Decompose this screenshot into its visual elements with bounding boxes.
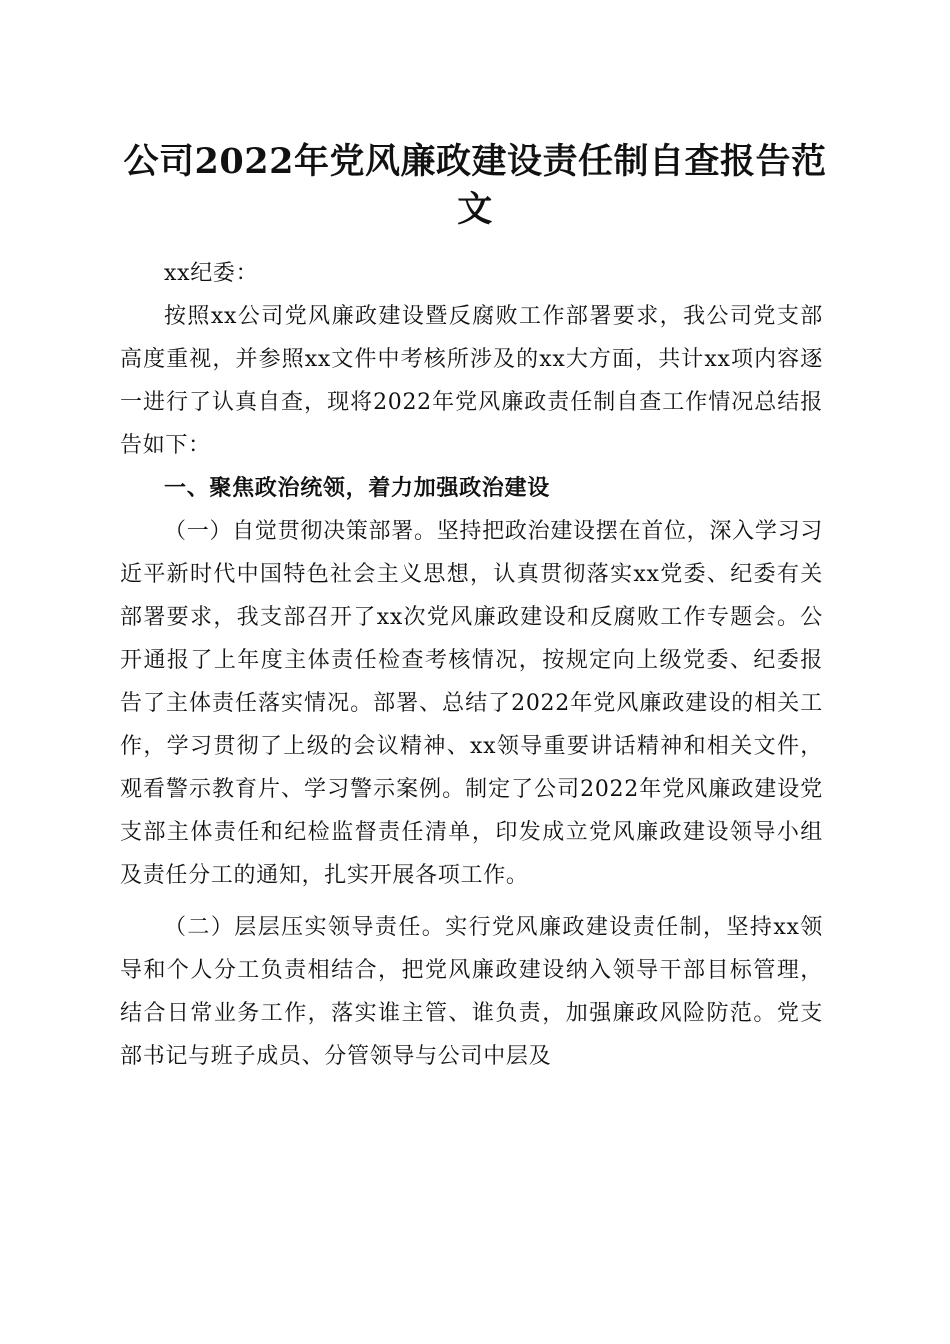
item-2-title: （二）层层压实领导责任。 xyxy=(164,915,446,940)
item-1-text: 坚持把政治建设摆在首位，深入学习习近平新时代中国特色社会主义思想，认真贯彻落实xx党委、纪委有关部署要求，我支部召开了xx次党风廉政建设和反腐败工作专题会。公开通报了上年度主体责任检查考核情况，按规定向上级党委、纪委报告了主体责任落实情况。部署、总结了2022年党风廉政建设的相关工作，学习贯彻了上级的会议精神、xx领导重要讲话精神和相关文件，观看警示教育片、学习警示案例。制定了公司2022年党风廉政建设党支部主体责任和纪检监督责任清单，印发成立党风廉政建设领导小组及责任分工的通知，扎实开展各项工作。 xyxy=(120,519,823,888)
item-1-title: （一）自觉贯彻决策部署。 xyxy=(164,519,437,544)
salutation: xx纪委： xyxy=(164,261,259,286)
intro-paragraph: 按照xx公司党风廉政建设暨反腐败工作部署要求，我公司党支部高度重视，并参照xx文件中考核所涉及的xx大方面，共计xx项内容逐一进行了认真自查，现将2022年党风廉政责任制自查工作情况总结报告如下： xyxy=(120,304,823,458)
document-title: 公司2022年党风廉政建设责任制自查报告范文 xyxy=(123,141,827,230)
document-body xyxy=(120,252,823,1078)
section-heading: 一、聚焦政治统领，着力加强政治建设 xyxy=(164,476,550,501)
paragraph-item-1 xyxy=(120,510,823,897)
paragraph-item-2 xyxy=(120,906,823,1078)
item-2-text: 实行党风廉政建设责任制，坚持xx领导和个人分工负责相结合，把党风廉政建设纳入领导干部目标管理，结合日常业务工作，落实谁主管、谁负责，加强廉政风险防范。党支部书记与班子成员、分管领导与公司中层及 xyxy=(120,915,823,1069)
